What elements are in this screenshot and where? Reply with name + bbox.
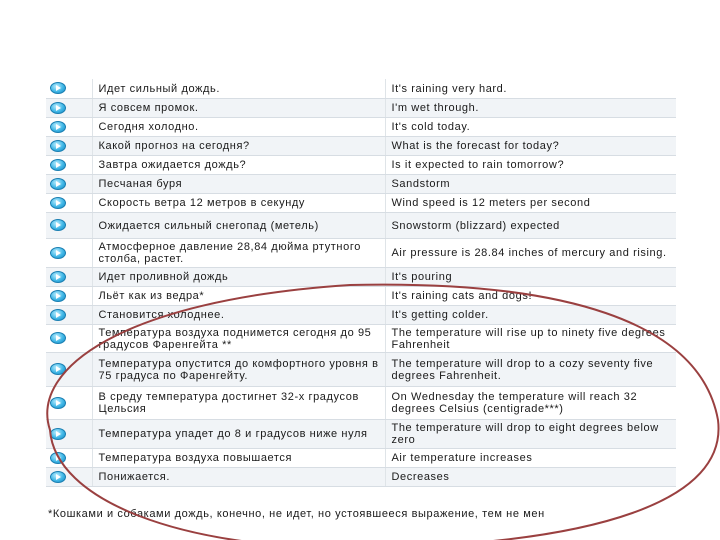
play-cell [46,467,92,486]
russian-phrase: Завтра ожидается дождь? [92,155,385,174]
play-audio-icon[interactable] [50,247,66,259]
english-phrase: Decreases [385,467,676,486]
play-audio-icon[interactable] [50,197,66,209]
english-phrase: On Wednesday the temperature will reach 32 degrees Celsius (centigrade***) [385,386,676,419]
english-phrase: It's cold today. [385,117,676,136]
english-phrase: Air pressure is 28.84 inches of mercury and rising. [385,238,676,267]
play-audio-icon[interactable] [50,121,66,133]
russian-phrase: Сегодня холодно. [92,117,385,136]
table-row [46,79,676,98]
russian-phrase: Я совсем промок. [92,98,385,117]
play-audio-icon[interactable] [50,428,66,440]
table-row [46,448,676,467]
russian-phrase: В среду температура достигнет 32-х градусов Цельсия [92,386,385,419]
play-audio-icon[interactable] [50,397,66,409]
play-audio-icon[interactable] [50,363,66,375]
russian-phrase: Идет проливной дождь [92,267,385,286]
russian-phrase: Льёт как из ведра* [92,286,385,305]
play-cell [46,386,92,419]
russian-phrase: Какой прогноз на сегодня? [92,136,385,155]
table-row [46,174,676,193]
table-row [46,238,676,267]
english-phrase: It's pouring [385,267,676,286]
table-row [46,286,676,305]
english-phrase: What is the forecast for today? [385,136,676,155]
play-cell [46,286,92,305]
table-row [46,136,676,155]
table-row [46,267,676,286]
russian-phrase: Температура воздуха повышается [92,448,385,467]
play-audio-icon[interactable] [50,102,66,114]
play-cell [46,238,92,267]
table-row [46,155,676,174]
play-cell [46,267,92,286]
russian-phrase: Температура воздуха поднимется сегодня до 95 градусов Фаренгейта ** [92,324,385,352]
play-audio-icon[interactable] [50,271,66,283]
play-audio-icon[interactable] [50,159,66,171]
english-phrase: Is it expected to rain tomorrow? [385,155,676,174]
table-row [46,324,676,352]
play-cell [46,79,92,98]
footnote: *Кошками и собаками дождь, конечно, не идет, но устоявшееся выражение, тем не мен [48,508,545,520]
play-cell [46,448,92,467]
english-phrase: The temperature will drop to eight degrees below zero [385,419,676,448]
phrase-table [46,79,676,487]
english-phrase: Sandstorm [385,174,676,193]
play-audio-icon[interactable] [50,471,66,483]
play-cell [46,117,92,136]
russian-phrase: Скорость ветра 12 метров в секунду [92,193,385,212]
play-cell [46,305,92,324]
play-audio-icon[interactable] [50,178,66,190]
play-cell [46,174,92,193]
play-audio-icon[interactable] [50,219,66,231]
english-phrase: It's getting colder. [385,305,676,324]
play-cell [46,419,92,448]
play-cell [46,324,92,352]
english-phrase: Wind speed is 12 meters per second [385,193,676,212]
table-row [46,386,676,419]
table-row [46,419,676,448]
table-row [46,117,676,136]
play-cell [46,193,92,212]
russian-phrase: Песчаная буря [92,174,385,193]
russian-phrase: Температура опустится до комфортного уровня в 75 градуса по Фаренгейту. [92,352,385,386]
table-row [46,352,676,386]
play-cell [46,136,92,155]
russian-phrase: Становится холоднее. [92,305,385,324]
english-phrase: The temperature will drop to a cozy seventy five degrees Fahrenheit. [385,352,676,386]
play-cell [46,98,92,117]
english-phrase: The temperature will rise up to ninety five degrees Fahrenheit [385,324,676,352]
play-audio-icon[interactable] [50,309,66,321]
table-row [46,305,676,324]
play-audio-icon[interactable] [50,140,66,152]
russian-phrase: Ожидается сильный снегопад (метель) [92,212,385,238]
table-row [46,193,676,212]
english-phrase: It's raining very hard. [385,79,676,98]
play-cell [46,352,92,386]
play-audio-icon[interactable] [50,332,66,344]
play-cell [46,155,92,174]
play-audio-icon[interactable] [50,290,66,302]
russian-phrase: Идет сильный дождь. [92,79,385,98]
english-phrase: Air temperature increases [385,448,676,467]
russian-phrase: Атмосферное давление 28,84 дюйма ртутного столба, растет. [92,238,385,267]
play-audio-icon[interactable] [50,82,66,94]
table-row [46,212,676,238]
russian-phrase: Температура упадет до 8 и градусов ниже нуля [92,419,385,448]
play-audio-icon[interactable] [50,452,66,464]
table-row [46,467,676,486]
table-row [46,98,676,117]
english-phrase: I'm wet through. [385,98,676,117]
english-phrase: Snowstorm (blizzard) expected [385,212,676,238]
play-cell [46,212,92,238]
english-phrase: It's raining cats and dogs! [385,286,676,305]
russian-phrase: Понижается. [92,467,385,486]
